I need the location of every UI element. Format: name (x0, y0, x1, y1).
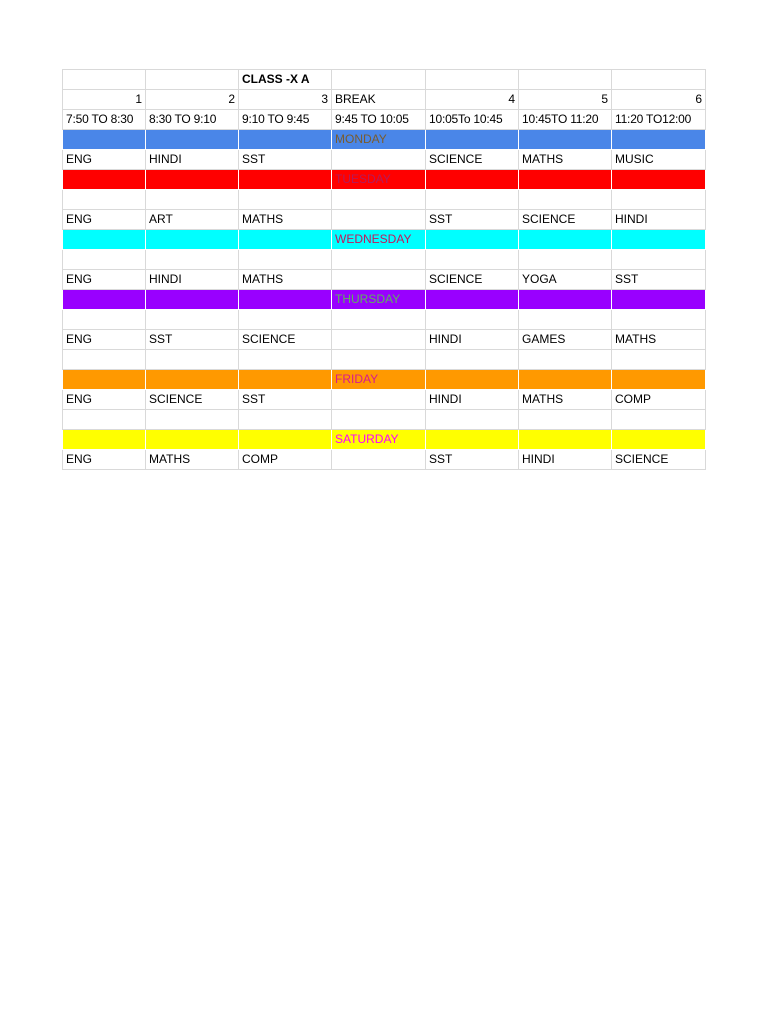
cell[interactable] (612, 370, 706, 390)
period-number-row (63, 90, 706, 110)
subject-cell[interactable]: SST (239, 150, 332, 170)
day-row-thursday (63, 290, 706, 310)
subject-cell[interactable]: SST (146, 330, 239, 350)
cell[interactable] (612, 130, 706, 150)
cell[interactable] (519, 230, 612, 250)
day-label[interactable]: WEDNESDAY (332, 230, 426, 250)
cell[interactable] (332, 70, 426, 90)
cell[interactable] (146, 190, 239, 210)
cell[interactable] (146, 230, 239, 250)
subject-cell[interactable]: SST (426, 210, 519, 230)
subject-cell[interactable]: ENG (63, 150, 146, 170)
cell[interactable] (519, 430, 612, 450)
period-time[interactable]: 8:30 TO 9:10 (146, 110, 239, 130)
cell[interactable] (63, 290, 146, 310)
subject-cell[interactable]: HINDI (146, 270, 239, 290)
cell[interactable] (239, 130, 332, 150)
subject-cell[interactable]: GAMES (519, 330, 612, 350)
subject-cell[interactable]: MATHS (239, 210, 332, 230)
blank-row (63, 310, 706, 330)
cell[interactable] (426, 230, 519, 250)
cell[interactable] (239, 190, 332, 210)
cell[interactable] (63, 370, 146, 390)
subject-cell[interactable]: COMP (612, 390, 706, 410)
cell[interactable] (146, 310, 239, 330)
class-title[interactable]: CLASS -X A (239, 70, 332, 90)
cell[interactable] (612, 230, 706, 250)
cell[interactable] (63, 230, 146, 250)
cell[interactable] (239, 290, 332, 310)
cell[interactable] (519, 170, 612, 190)
cell[interactable] (332, 190, 426, 210)
blank-row (63, 410, 706, 430)
cell[interactable] (332, 410, 426, 430)
cell[interactable] (332, 350, 426, 370)
title-row (63, 70, 706, 90)
subject-row (63, 150, 706, 170)
cell[interactable] (146, 170, 239, 190)
cell[interactable] (612, 430, 706, 450)
period-number[interactable]: 4 (426, 90, 519, 110)
period-time[interactable]: 9:10 TO 9:45 (239, 110, 332, 130)
break-cell[interactable] (332, 450, 426, 470)
period-number[interactable]: 3 (239, 90, 332, 110)
subject-cell[interactable]: YOGA (519, 270, 612, 290)
subject-row (63, 330, 706, 350)
break-cell[interactable] (332, 390, 426, 410)
subject-cell[interactable]: MATHS (612, 330, 706, 350)
subject-cell[interactable]: SST (426, 450, 519, 470)
subject-cell[interactable]: HINDI (519, 450, 612, 470)
subject-cell[interactable]: ART (146, 210, 239, 230)
period-number[interactable]: 1 (63, 90, 146, 110)
cell[interactable] (63, 130, 146, 150)
blank-row (63, 190, 706, 210)
cell[interactable] (63, 170, 146, 190)
cell[interactable] (519, 70, 612, 90)
cell[interactable] (146, 350, 239, 370)
day-row-friday (63, 370, 706, 390)
period-time[interactable]: 10:45TO 11:20 (519, 110, 612, 130)
subject-cell[interactable]: ENG (63, 450, 146, 470)
cell[interactable] (612, 290, 706, 310)
blank-row (63, 350, 706, 370)
cell[interactable] (239, 250, 332, 270)
subject-cell[interactable]: SST (239, 390, 332, 410)
cell[interactable] (239, 430, 332, 450)
cell[interactable] (63, 310, 146, 330)
subject-cell[interactable]: COMP (239, 450, 332, 470)
period-time[interactable]: 10:05To 10:45 (426, 110, 519, 130)
subject-cell[interactable]: HINDI (146, 150, 239, 170)
cell[interactable] (612, 70, 706, 90)
period-time[interactable]: 9:45 TO 10:05 (332, 110, 426, 130)
subject-cell[interactable]: MATHS (239, 270, 332, 290)
cell[interactable] (332, 310, 426, 330)
cell[interactable] (426, 190, 519, 210)
cell[interactable] (519, 410, 612, 430)
cell[interactable] (146, 290, 239, 310)
cell[interactable] (239, 350, 332, 370)
break-cell[interactable] (332, 330, 426, 350)
day-label[interactable]: MONDAY (332, 130, 426, 150)
subject-cell[interactable]: HINDI (426, 330, 519, 350)
day-row-monday (63, 130, 706, 150)
day-row-saturday (63, 430, 706, 450)
cell[interactable] (612, 170, 706, 190)
subject-cell[interactable]: MATHS (519, 150, 612, 170)
cell[interactable] (426, 430, 519, 450)
period-number[interactable]: 6 (612, 90, 706, 110)
period-time[interactable]: 7:50 TO 8:30 (63, 110, 146, 130)
cell[interactable] (146, 70, 239, 90)
cell[interactable] (239, 230, 332, 250)
cell[interactable] (63, 70, 146, 90)
subject-cell[interactable]: ENG (63, 330, 146, 350)
cell[interactable] (519, 290, 612, 310)
subject-cell[interactable]: MATHS (146, 450, 239, 470)
subject-cell[interactable]: ENG (63, 390, 146, 410)
cell[interactable] (239, 310, 332, 330)
cell[interactable] (63, 410, 146, 430)
cell[interactable] (426, 370, 519, 390)
timetable-sheet (62, 69, 706, 470)
cell[interactable] (426, 310, 519, 330)
cell[interactable] (519, 370, 612, 390)
cell[interactable] (146, 130, 239, 150)
day-row-wednesday (63, 230, 706, 250)
day-row-tuesday (63, 170, 706, 190)
cell[interactable] (146, 370, 239, 390)
subject-cell[interactable]: MUSIC (612, 150, 706, 170)
break-cell[interactable] (332, 270, 426, 290)
cell[interactable] (612, 410, 706, 430)
cell[interactable] (426, 170, 519, 190)
subject-row (63, 390, 706, 410)
subject-cell[interactable]: HINDI (612, 210, 706, 230)
subject-cell[interactable]: MATHS (519, 390, 612, 410)
cell[interactable] (239, 410, 332, 430)
period-number[interactable]: 2 (146, 90, 239, 110)
cell[interactable] (612, 310, 706, 330)
subject-cell[interactable]: HINDI (426, 390, 519, 410)
subject-row (63, 210, 706, 230)
cell[interactable] (519, 190, 612, 210)
break-cell[interactable] (332, 210, 426, 230)
day-label[interactable]: FRIDAY (332, 370, 426, 390)
cell[interactable] (519, 250, 612, 270)
cell[interactable] (426, 410, 519, 430)
blank-row (63, 250, 706, 270)
cell[interactable] (426, 350, 519, 370)
cell[interactable] (612, 350, 706, 370)
day-label[interactable]: TUESDAY (332, 170, 426, 190)
cell[interactable] (146, 410, 239, 430)
cell[interactable] (146, 250, 239, 270)
time-row (63, 110, 706, 130)
subject-cell[interactable]: SCIENCE (426, 270, 519, 290)
subject-cell[interactable]: SST (612, 270, 706, 290)
cell[interactable] (426, 70, 519, 90)
day-label[interactable]: SATURDAY (332, 430, 426, 450)
cell[interactable] (519, 130, 612, 150)
break-cell[interactable] (332, 150, 426, 170)
period-time[interactable]: 11:20 TO12:00 (612, 110, 706, 130)
subject-row (63, 450, 706, 470)
subject-cell[interactable]: ENG (63, 270, 146, 290)
subject-cell[interactable]: SCIENCE (612, 450, 706, 470)
cell[interactable] (612, 190, 706, 210)
subject-cell[interactable]: SCIENCE (239, 330, 332, 350)
cell[interactable] (612, 250, 706, 270)
subject-cell[interactable]: SCIENCE (426, 150, 519, 170)
subject-row (63, 270, 706, 290)
break-label[interactable]: BREAK (332, 90, 426, 110)
cell[interactable] (239, 370, 332, 390)
cell[interactable] (426, 290, 519, 310)
cell[interactable] (519, 310, 612, 330)
cell[interactable] (63, 250, 146, 270)
cell[interactable] (519, 350, 612, 370)
cell[interactable] (426, 250, 519, 270)
subject-cell[interactable]: SCIENCE (519, 210, 612, 230)
subject-cell[interactable]: ENG (63, 210, 146, 230)
cell[interactable] (239, 170, 332, 190)
cell[interactable] (63, 350, 146, 370)
period-number[interactable]: 5 (519, 90, 612, 110)
day-label[interactable]: THURSDAY (332, 290, 426, 310)
cell[interactable] (146, 430, 239, 450)
cell[interactable] (63, 430, 146, 450)
subject-cell[interactable]: SCIENCE (146, 390, 239, 410)
cell[interactable] (332, 250, 426, 270)
cell[interactable] (63, 190, 146, 210)
cell[interactable] (426, 130, 519, 150)
